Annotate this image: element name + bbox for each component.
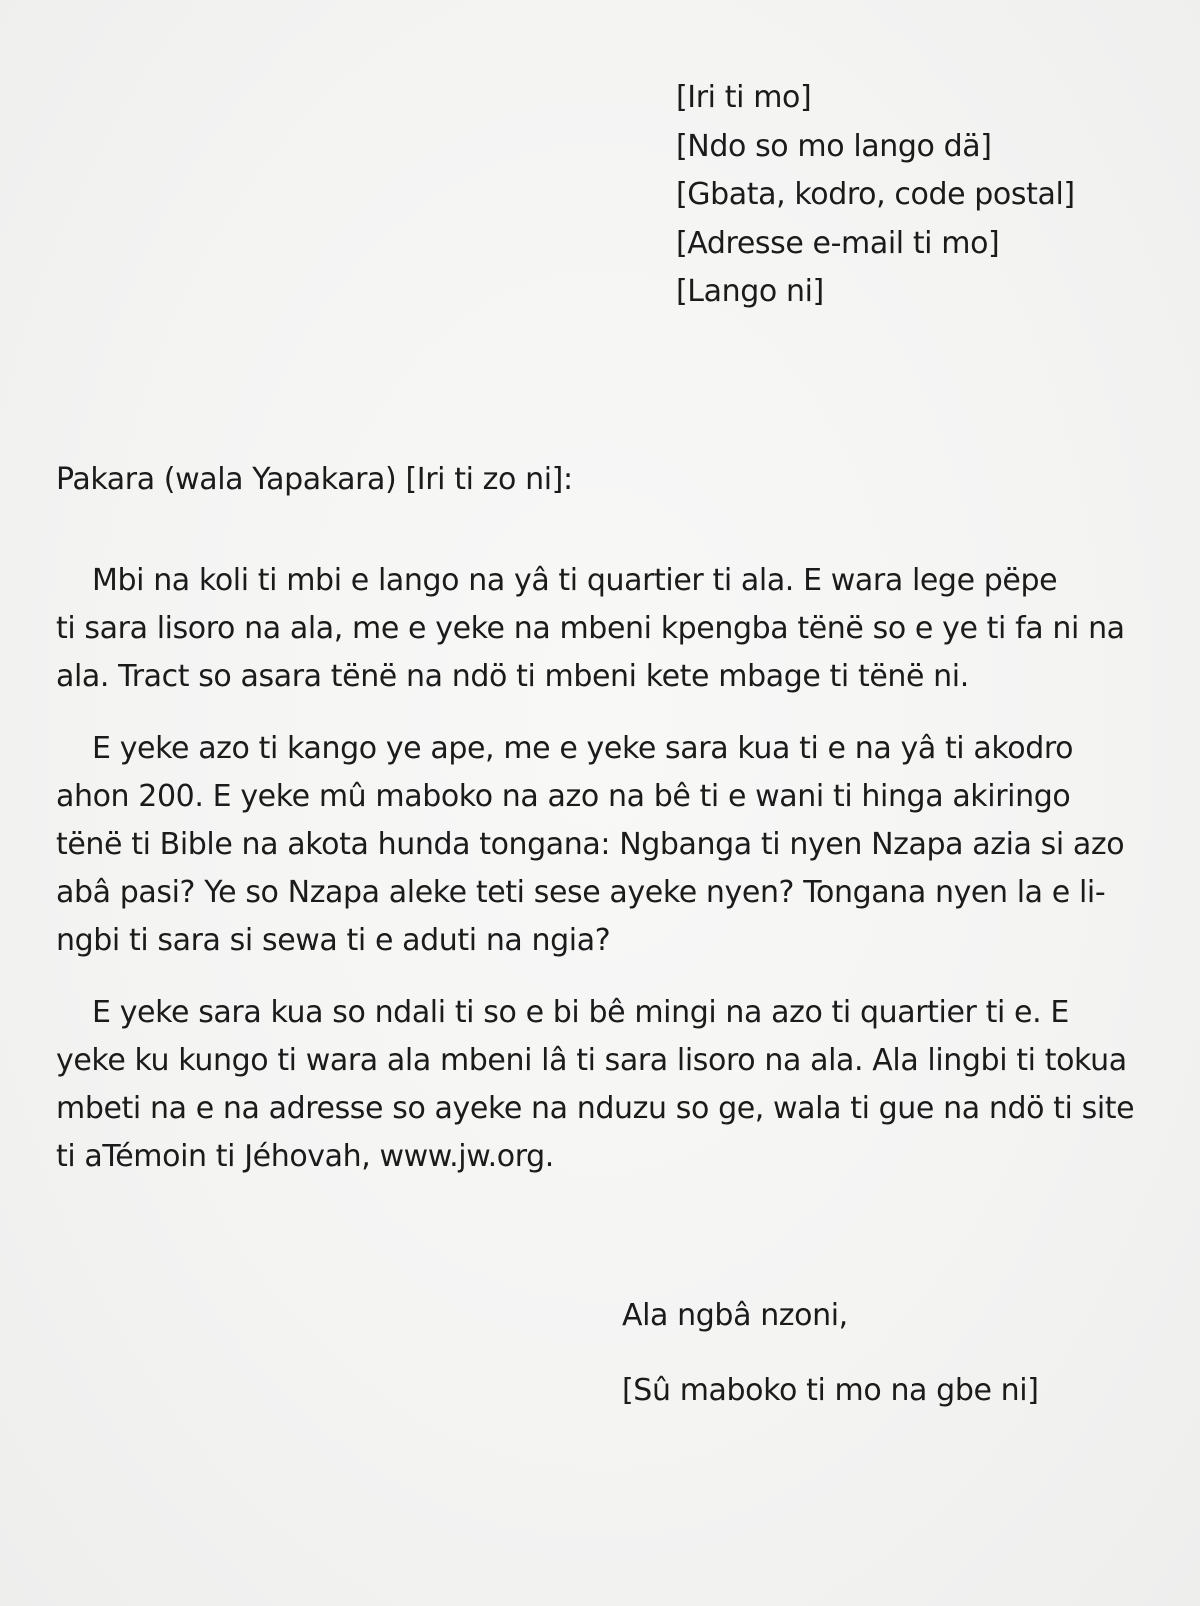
paragraph-line: ala. Tract so asara tënë na ndö ti mbeni kete mbage ti tënë ni. <box>56 659 969 694</box>
paragraph-line: E yeke azo ti kango ye ape, me e yeke sara kua ti e na yâ ti akodro <box>92 731 1074 766</box>
salutation: Pakara (wala Yapakara) [Iri ti zo ni]: <box>56 462 573 497</box>
letter-body <box>56 557 1196 1205</box>
closing-phrase: Ala ngbâ nzoni, <box>622 1298 848 1333</box>
body-paragraph <box>56 989 1196 1181</box>
letter-date: [Lango ni] <box>676 274 824 309</box>
sender-email: [Adresse e-mail ti mo] <box>676 225 1000 261</box>
paragraph-line: mbeti na e na adresse so ayeke na nduzu so ge, wala ti gue na ndö ti site <box>56 1091 1135 1126</box>
sender-street: [Ndo so mo lango dä] <box>676 128 992 164</box>
paragraph-line: Mbi na koli ti mbi e lango na yâ ti quartier ti ala. E wara lege pëpe <box>92 563 1058 598</box>
paragraph-line: tënë ti Bible na akota hunda tongana: Ngbanga ti nyen Nzapa azia si azo <box>56 827 1125 862</box>
body-paragraph <box>56 725 1196 965</box>
signature-placeholder: [Sû maboko ti mo na gbe ni] <box>622 1373 1039 1408</box>
paragraph-line: ti sara lisoro na ala, me e yeke na mbeni kpengba tënë so e ye ti fa ni na <box>56 611 1125 646</box>
body-paragraph <box>56 557 1196 701</box>
paragraph-line: yeke ku kungo ti wara ala mbeni lâ ti sara lisoro na ala. Ala lingbi ti tokua <box>56 1043 1127 1078</box>
sender-name: [Iri ti mo] <box>676 80 812 115</box>
paragraph-line: E yeke sara kua so ndali ti so e bi bê mingi na azo ti quartier ti e. E <box>92 995 1069 1030</box>
paragraph-line: abâ pasi? Ye so Nzapa aleke teti sese ayeke nyen? Tongana nyen la e li- <box>56 875 1106 910</box>
paragraph-line: ahon 200. E yeke mû maboko na azo na bê ti e wani ti hinga akiringo <box>56 779 1071 814</box>
paragraph-line: ti aTémoin ti Jéhovah, www.jw.org. <box>56 1139 554 1174</box>
sender-city: [Gbata, kodro, code postal] <box>676 177 1075 212</box>
paragraph-line: ngbi ti sara si sewa ti e aduti na ngia? <box>56 923 611 958</box>
sender-address-block <box>676 74 1075 317</box>
